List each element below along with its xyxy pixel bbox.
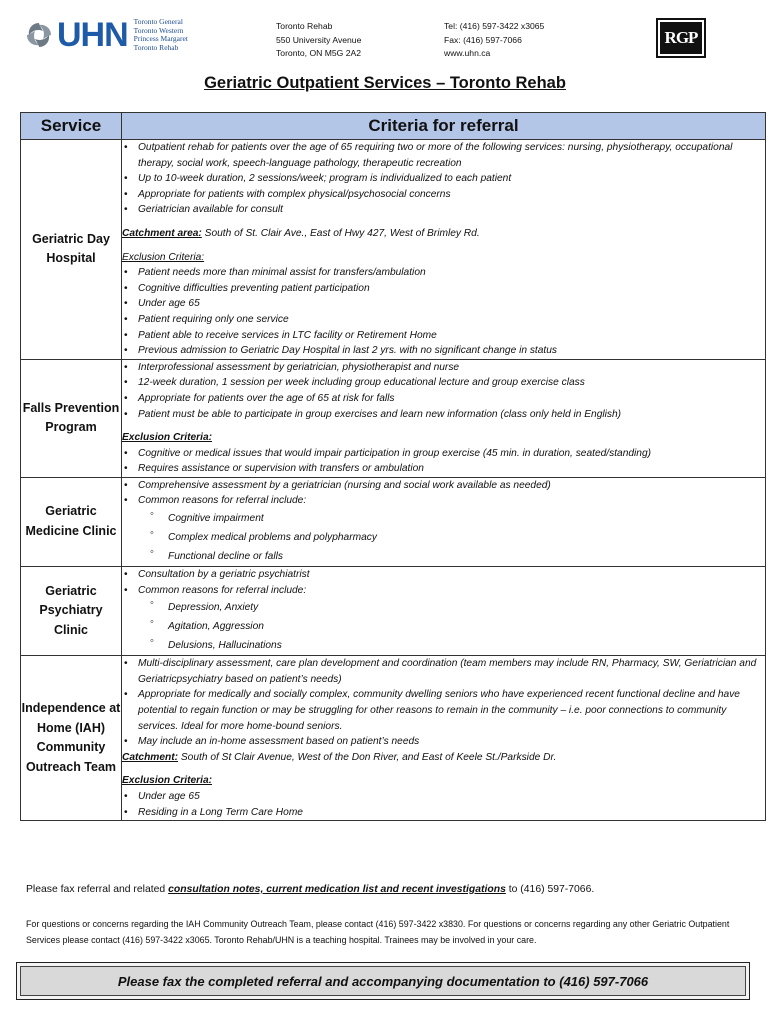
catchment-label: Catchment area: (122, 227, 202, 239)
criteria-item: • Comprehensive assessment by a geriatrician (nursing and social work available as needed) (138, 478, 765, 494)
criteria-item: • Interprofessional assessment by geriatrician, physiotherapist and nurse (138, 360, 765, 376)
fax-instruction-prefix: Please fax referral and related (26, 884, 169, 895)
table-row (21, 140, 766, 360)
rgp-logo: RGP (656, 18, 706, 58)
criteria-item: • Appropriate for patients over the age of 65 at risk for falls (138, 391, 765, 407)
service-column-header: Service (21, 113, 122, 140)
criteria-cell (122, 656, 766, 821)
service-name: Geriatric Medicine Clinic (21, 477, 122, 566)
criteria-item: • Consultation by a geriatric psychiatrist (138, 567, 765, 583)
criteria-column-header: Criteria for referral (122, 113, 766, 140)
criteria-item: • Patient must be able to participate in group exercises and learn new information (class only held in English) (138, 407, 765, 423)
hospital-list (134, 18, 188, 52)
exclusion-list (122, 789, 765, 820)
exclusion-item: • Cognitive difficulties preventing patient participation (138, 281, 765, 297)
criteria-cell (122, 567, 766, 656)
reason-item: ◦ Delusions, Hallucinations (168, 636, 765, 655)
referral-reasons-list (122, 509, 765, 566)
catchment-label: Catchment: (122, 751, 179, 763)
reason-item: ◦ Cognitive impairment (168, 509, 765, 528)
criteria-item: • Appropriate for patients with complex physical/psychosocial concerns (138, 187, 765, 203)
criteria-list (122, 567, 765, 598)
criteria-list (122, 656, 765, 750)
catchment-line (122, 750, 765, 766)
exclusion-item: • Under age 65 (138, 296, 765, 312)
exclusion-label: Exclusion Criteria: (122, 432, 213, 444)
exclusion-list (122, 265, 765, 359)
criteria-list (122, 140, 765, 218)
criteria-list (122, 478, 765, 509)
referral-criteria-table (20, 112, 766, 821)
address-line: Toronto Rehab (276, 21, 333, 31)
contact-block (444, 20, 544, 61)
fax-line: Fax: (416) 597-7066 (444, 34, 522, 45)
fax-instruction (26, 884, 594, 895)
exclusion-item: • Residing in a Long Term Care Home (138, 805, 765, 821)
criteria-item: • Common reasons for referral include: (138, 493, 765, 509)
table-row (21, 359, 766, 477)
exclusion-item: • Patient requiring only one service (138, 312, 765, 328)
phone-line: Tel: (416) 597-3422 x3065 (444, 21, 545, 31)
hospital-name: Princess Margaret (133, 34, 188, 43)
criteria-item: • 12-week duration, 1 session per week including group educational lecture and group exercise class (138, 375, 765, 391)
reason-item: ◦ Functional decline or falls (168, 547, 765, 566)
hospital-name: Toronto General (133, 17, 183, 26)
address-line: 550 University Avenue (276, 34, 362, 45)
website-link[interactable]: www.uhn.ca (444, 48, 491, 58)
exclusion-label: Exclusion Criteria: (122, 775, 213, 787)
catchment-text: South of St. Clair Ave., East of Hwy 427, West of Brimley Rd. (201, 227, 480, 239)
page-title: Geriatric Outpatient Services – Toronto Rehab (204, 74, 566, 92)
hospital-name: Toronto Rehab (133, 42, 179, 52)
reason-item: ◦ Complex medical problems and polypharmacy (168, 528, 765, 547)
service-name: Falls Prevention Program (21, 359, 122, 477)
service-name: Geriatric Psychiatry Clinic (21, 567, 122, 656)
fax-instruction-emphasis: consultation notes, current medication list and recent investigations (168, 884, 506, 895)
uhn-logo-text: UHN (57, 16, 128, 54)
exclusion-list (122, 446, 765, 477)
exclusion-item: • Under age 65 (138, 789, 765, 805)
table-header-row (21, 113, 766, 140)
reason-item: ◦ Depression, Anxiety (168, 598, 765, 617)
hospital-name: Toronto Western (133, 25, 184, 35)
address-block (276, 20, 361, 61)
service-name: Geriatric Day Hospital (21, 140, 122, 360)
exclusion-label: Exclusion Criteria: (122, 251, 205, 263)
service-name: Independence at Home (IAH) Community Outreach Team (21, 656, 122, 821)
catchment-text: South of St Clair Avenue, West of the Don River, and East of Keele St./Parkside Dr. (178, 751, 557, 763)
uhn-logo (24, 18, 188, 52)
page-header (24, 14, 744, 64)
criteria-item: • Geriatrician available for consult (138, 202, 765, 218)
criteria-item: • Common reasons for referral include: (138, 583, 765, 599)
criteria-cell (122, 140, 766, 360)
criteria-item: • May include an in-home assessment based on patient’s needs (138, 734, 765, 750)
questions-note: For questions or concerns regarding the IAH Community Outreach Team, please contact (416) 597-3422 x3830. For questions or concerns regarding any other Geriatric Outpatient Services please contact (416) 597-3422 x3065. Toronto Rehab/UHN is a teaching hospital. Trainees may be involved in your care. (26, 919, 730, 945)
criteria-item: • Appropriate for medically and socially complex, community dwelling seniors who have experienced recent functional decline and have potential to regain function or may be struggling for other reasons to remain in the community – i.e. poor connections to community services. Ideal for more home-bound seniors. (138, 687, 765, 734)
referral-reasons-list (122, 598, 765, 655)
table-row (21, 477, 766, 566)
criteria-item: • Multi-disciplinary assessment, care plan development and coordination (team members may include RN, Pharmacy, SW, Geriatrician and Geriatricpsychiatry based on patient’s needs) (138, 656, 765, 687)
criteria-cell (122, 477, 766, 566)
exclusion-item: • Patient needs more than minimal assist for transfers/ambulation (138, 265, 765, 281)
exclusion-item: • Previous admission to Geriatric Day Hospital in last 2 yrs. with no significant change in status (138, 343, 765, 359)
fax-instruction-suffix: to (416) 597-7066. (505, 884, 595, 895)
address-line: Toronto, ON M5G 2A2 (276, 48, 362, 58)
table-row (21, 656, 766, 821)
exclusion-item: • Patient able to receive services in LTC facility or Retirement Home (138, 328, 765, 344)
uhn-swirl-icon (24, 20, 54, 50)
criteria-item: • Up to 10-week duration, 2 sessions/week; program is individualized to each patient (138, 171, 765, 187)
table-row (21, 567, 766, 656)
criteria-item: • Outpatient rehab for patients over the age of 65 requiring two or more of the following services: nursing, physiotherapy, occupational therapy, social work, speech-language pathology, therapeutic recreation (138, 140, 765, 171)
fax-footer-banner: Please fax the completed referral and accompanying documentation to (416) 597-7066 (16, 962, 750, 1000)
reason-item: ◦ Agitation, Aggression (168, 617, 765, 636)
criteria-cell (122, 359, 766, 477)
exclusion-item: • Requires assistance or supervision with transfers or ambulation (138, 461, 765, 477)
exclusion-item: • Cognitive or medical issues that would impair participation in group exercise (45 min. in duration, seated/standing) (138, 446, 765, 462)
criteria-list (122, 360, 765, 422)
catchment-line (122, 226, 765, 242)
